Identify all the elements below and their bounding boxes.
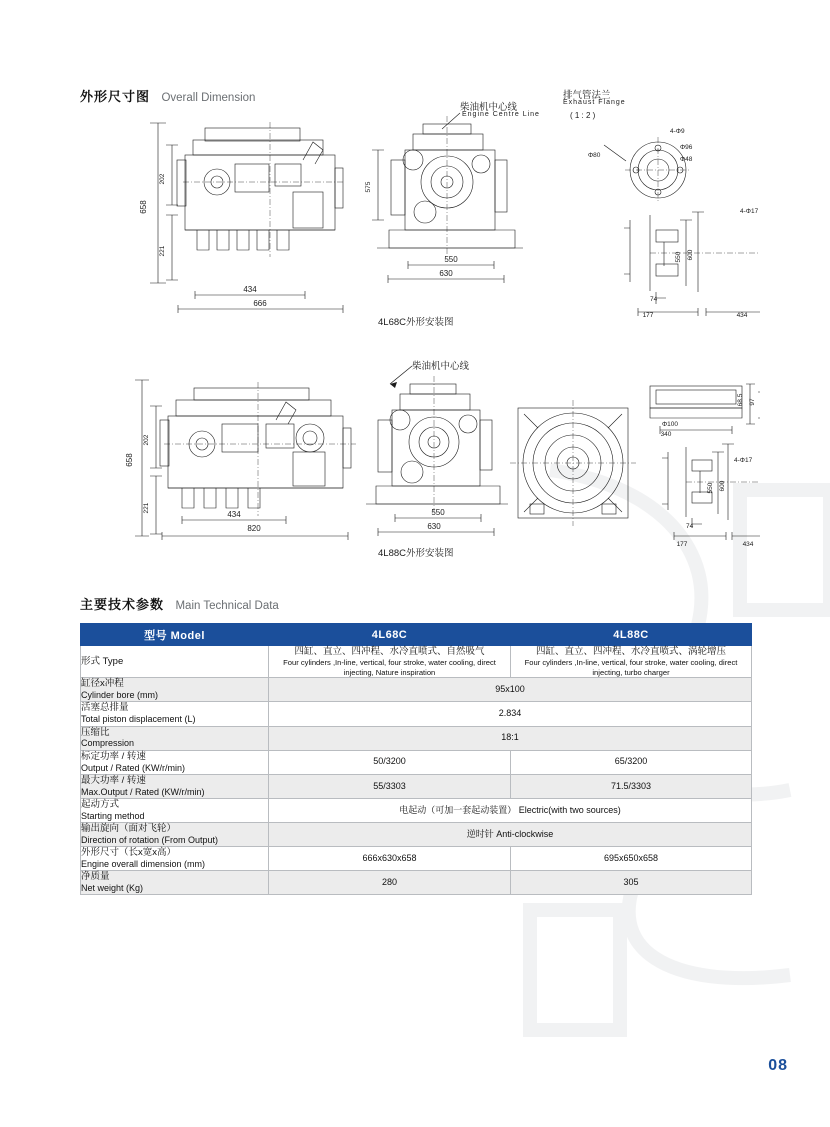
dim-4phi17: 4-Φ17 xyxy=(740,208,759,215)
dim-550b: 550 xyxy=(675,251,682,263)
label-engine-centre-line-cn-2: 柴油机中心线 xyxy=(412,361,470,372)
dim-575: 575 xyxy=(365,181,372,193)
cell-rotation-value: 逆时针 Anti-clockwise xyxy=(269,823,752,847)
dim-630: 630 xyxy=(439,269,453,278)
row-label-rotation-en: Direction of rotation (From Output) xyxy=(81,834,219,845)
row-label-max-output-en: Max.Output / Rated (KW/r/min) xyxy=(81,786,205,797)
table-row xyxy=(81,678,752,702)
dim-74b: 74 xyxy=(686,523,694,530)
drawing-4l68c xyxy=(120,95,760,325)
row-label-displacement-en: Total piston displacement (L) xyxy=(81,714,196,725)
cell-type-4l68c-en: Four cylinders ,In-line, vertical, four stroke, water cooling, direct injecting, Nature inspiration xyxy=(283,658,496,677)
dim-221b: 221 xyxy=(143,502,150,514)
row-label-weight-en: Net weight (Kg) xyxy=(81,883,144,894)
cell-output-4l68c: 50/3200 xyxy=(269,750,511,774)
row-label-rotation xyxy=(81,823,269,847)
technical-data-table xyxy=(80,623,752,895)
table-row xyxy=(81,702,752,726)
dim-4phi9: 4-Φ9 xyxy=(670,128,685,135)
row-label-dimension-cn: 外形尺寸（长x宽x高） xyxy=(81,847,177,859)
table-row xyxy=(81,726,752,750)
row-label-dimension xyxy=(81,847,269,871)
row-label-dimension-en: Engine overall dimension (mm) xyxy=(81,859,206,870)
dim-221: 221 xyxy=(159,245,166,257)
cell-bore-value: 95x100 xyxy=(269,678,752,702)
label-engine-centre-line-en: Engine Centre Line xyxy=(462,111,540,118)
cell-max-output-4l68c: 55/3303 xyxy=(269,774,511,798)
dim-600: 600 xyxy=(687,249,694,261)
cell-type-4l68c xyxy=(269,646,511,678)
table-header-row xyxy=(81,624,752,646)
dim-600b: 600 xyxy=(719,480,726,492)
row-label-type-cn: 形式 Type xyxy=(81,655,124,667)
drawing-4l88c xyxy=(110,360,760,560)
section-heading-technical-en: Main Technical Data xyxy=(175,600,279,612)
row-label-compression-en: Compression xyxy=(81,738,135,749)
cell-displacement-value: 2.834 xyxy=(269,702,752,726)
row-label-starting-cn: 起动方式 xyxy=(81,798,120,810)
label-exhaust-flange-en: Exhaust Flange xyxy=(563,99,626,106)
cell-compression-value: 18:1 xyxy=(269,726,752,750)
row-label-compression-cn: 压缩比 xyxy=(81,726,110,738)
cell-dimension-4l88c: 695x650x658 xyxy=(511,847,752,871)
dim-434d: 434 xyxy=(742,541,754,548)
row-label-rotation-cn: 输出旋向（面对飞轮） xyxy=(81,823,177,835)
dim-202b: 202 xyxy=(143,434,150,446)
cell-starting-value: 电起动（可加一套起动装置） Electric(with two sources) xyxy=(269,798,752,822)
dim-630b: 630 xyxy=(427,522,441,531)
row-label-output xyxy=(81,750,269,774)
table-row xyxy=(81,774,752,798)
cell-type-4l88c-cn: 四缸、直立、四冲程、水冷直喷式、涡轮增压 xyxy=(535,646,726,657)
dim-202: 202 xyxy=(159,173,166,185)
row-label-output-en: Output / Rated (KW/r/min) xyxy=(81,762,186,773)
row-label-bore xyxy=(81,678,269,702)
header-model: 型号 Model xyxy=(81,624,269,646)
cell-max-output-4l88c: 71.5/3303 xyxy=(511,774,752,798)
page-number: 08 xyxy=(768,1057,788,1074)
label-flange-scale: ( 1 : 2 ) xyxy=(570,111,596,120)
leader-line-centre xyxy=(386,362,418,388)
dim-550d: 550 xyxy=(707,482,714,494)
table-row xyxy=(81,823,752,847)
dim-d96: Φ96 xyxy=(680,144,693,151)
table-row xyxy=(81,646,752,678)
dim-666: 666 xyxy=(253,299,267,308)
dim-550c: 550 xyxy=(431,508,445,517)
header-col-4l68c: 4L68C xyxy=(269,624,511,646)
dim-820: 820 xyxy=(247,524,261,533)
row-label-displacement-cn: 活塞总排量 xyxy=(81,702,129,714)
cell-dimension-4l68c: 666x630x658 xyxy=(269,847,511,871)
dim-d48: Φ48 xyxy=(680,156,693,163)
row-label-bore-cn: 缸径x冲程 xyxy=(81,678,124,690)
dim-d100: Φ100 xyxy=(662,421,679,428)
section-heading-dimension-en: Overall Dimension xyxy=(161,92,256,104)
dim-74: 74 xyxy=(650,296,658,303)
row-label-starting xyxy=(81,798,269,822)
table-row xyxy=(81,750,752,774)
row-label-output-cn: 标定功率 / 转速 xyxy=(81,750,146,762)
dim-97: 97 xyxy=(749,398,756,406)
row-label-starting-en: Starting method xyxy=(81,810,145,821)
section-heading-technical xyxy=(80,594,279,614)
dim-658b: 658 xyxy=(125,453,134,467)
caption-4l88c: 4L88C外形安装图 xyxy=(378,548,454,559)
cell-output-4l88c: 65/3200 xyxy=(511,750,752,774)
dim-434c: 434 xyxy=(227,510,241,519)
section-heading-dimension-cn: 外形尺寸图 xyxy=(80,89,151,104)
dim-434: 434 xyxy=(243,285,257,294)
table-row xyxy=(81,798,752,822)
cell-weight-4l68c: 280 xyxy=(269,871,511,895)
dim-658: 658 xyxy=(139,200,148,214)
dim-340: 340 xyxy=(660,431,672,438)
dim-177: 177 xyxy=(642,312,654,319)
row-label-max-output xyxy=(81,774,269,798)
row-label-weight-cn: 净质量 xyxy=(81,871,110,883)
cell-type-4l68c-cn: 四缸、直立、四冲程、水冷直喷式、自然吸气 xyxy=(294,646,485,657)
table-row xyxy=(81,871,752,895)
row-label-max-output-cn: 最大功率 / 转速 xyxy=(81,774,146,786)
row-label-compression xyxy=(81,726,269,750)
dim-434b: 434 xyxy=(736,312,748,319)
table-row xyxy=(81,847,752,871)
row-label-weight xyxy=(81,871,269,895)
row-label-displacement xyxy=(81,702,269,726)
dim-4phi17b: 4-Φ17 xyxy=(734,457,753,464)
dim-d80: Φ80 xyxy=(588,152,601,159)
label-exhaust-flange-cn: 排气管法兰 xyxy=(563,90,611,101)
caption-4l68c: 4L68C外形安装图 xyxy=(378,317,454,328)
row-label-bore-en: Cylinder bore (mm) xyxy=(81,690,159,701)
dim-550: 550 xyxy=(444,255,458,264)
dim-685: 68.5 xyxy=(737,393,744,407)
cell-weight-4l88c: 305 xyxy=(511,871,752,895)
row-label-type xyxy=(81,646,269,678)
label-engine-centre-line-cn: 柴油机中心线 xyxy=(460,102,518,113)
cell-type-4l88c-en: Four cylinders ,In-line, vertical, four stroke, water cooling, direct injecting, turbo charger xyxy=(524,658,738,677)
cell-type-4l88c xyxy=(511,646,752,678)
dim-177b: 177 xyxy=(676,541,688,548)
header-col-4l88c: 4L88C xyxy=(511,624,752,646)
section-heading-technical-cn: 主要技术参数 xyxy=(80,597,165,612)
